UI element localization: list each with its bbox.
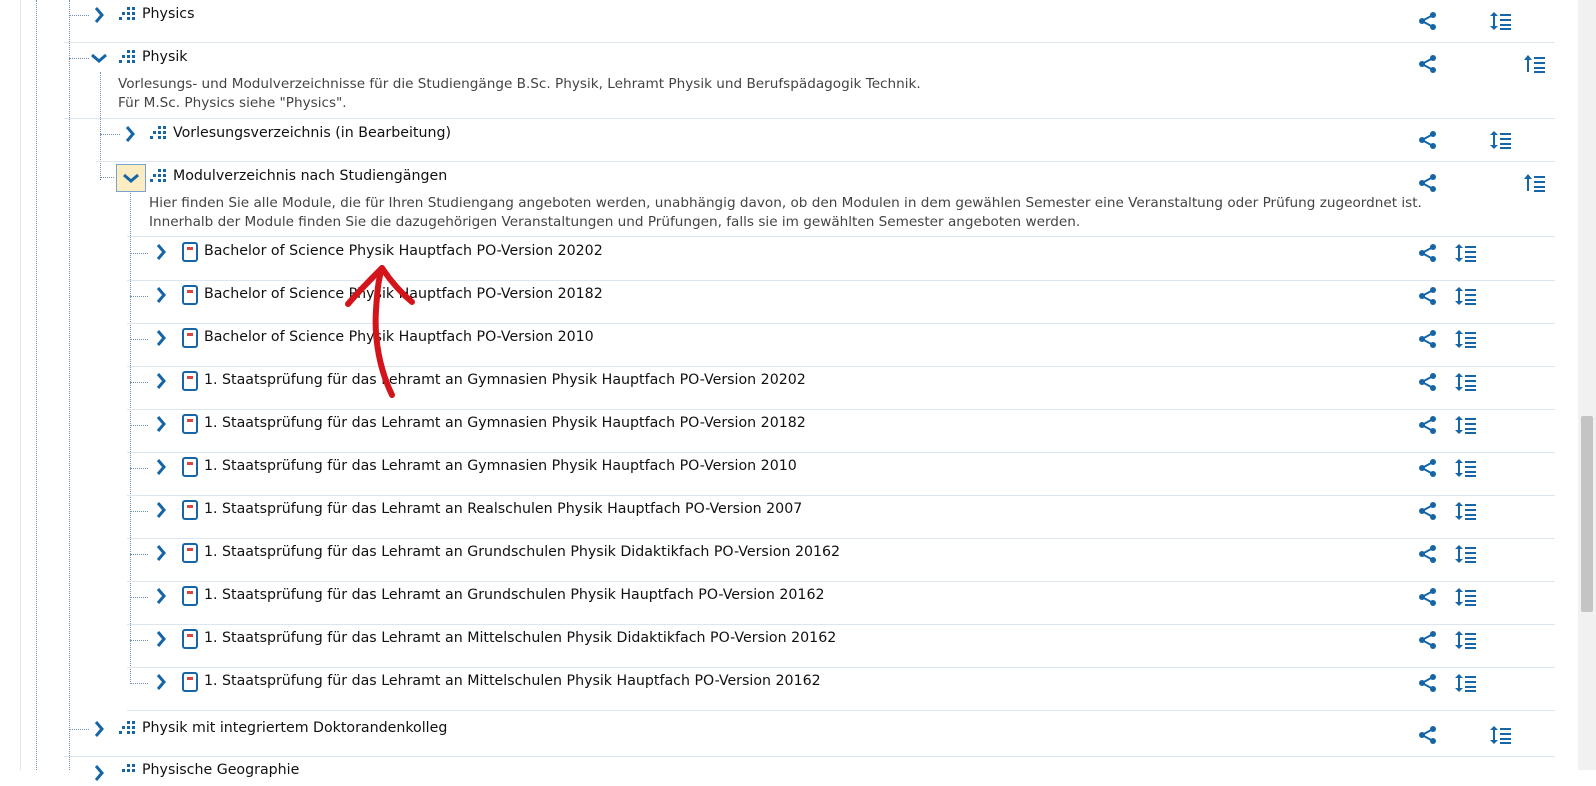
- share-icon: [1418, 415, 1438, 435]
- tree-node-label[interactable]: 1. Staatsprüfung für das Lehramt an Mittelschulen Physik Didaktikfach PO-Version 20162: [204, 630, 837, 646]
- expand-all-icon: [1455, 587, 1477, 607]
- collapse-all-icon: [1524, 173, 1546, 193]
- share-button[interactable]: [1415, 283, 1441, 309]
- tree-node-label[interactable]: Bachelor of Science Physik Hauptfach PO-Version 2010: [204, 329, 594, 345]
- chevron-right-icon: [156, 674, 166, 690]
- chevron-right-icon: [156, 416, 166, 432]
- share-icon: [1418, 173, 1438, 193]
- tree-node-label[interactable]: Physik: [142, 49, 188, 65]
- expand-all-button[interactable]: [1453, 627, 1479, 653]
- expand-all-button[interactable]: [1453, 283, 1479, 309]
- expand-all-icon: [1455, 415, 1477, 435]
- share-button[interactable]: [1415, 412, 1441, 438]
- expand-all-button[interactable]: [1453, 326, 1479, 352]
- scrollbar-thumb[interactable]: [1581, 416, 1593, 612]
- row-separator: [64, 118, 1555, 119]
- row-separator: [127, 667, 1555, 668]
- row-separator: [96, 161, 1555, 162]
- expand-toggle[interactable]: [86, 760, 112, 786]
- collapse-all-button[interactable]: [1522, 170, 1548, 196]
- row-separator: [127, 495, 1555, 496]
- chevron-right-icon: [125, 126, 135, 142]
- tree-node-label[interactable]: Modulverzeichnis nach Studiengängen: [173, 168, 448, 184]
- collapse-toggle[interactable]: [86, 45, 112, 71]
- module-icon: [182, 414, 202, 434]
- share-button[interactable]: [1415, 541, 1441, 567]
- tree-line-level1: [69, 0, 70, 770]
- tree-branch: [130, 468, 148, 469]
- share-icon: [1418, 372, 1438, 392]
- share-button[interactable]: [1415, 627, 1441, 653]
- module-icon: [182, 242, 202, 262]
- expand-all-icon: [1455, 372, 1477, 392]
- share-icon: [1418, 501, 1438, 521]
- expand-all-icon: [1455, 329, 1477, 349]
- node-description-line: Innerhalb der Module finden Sie die dazugehörigen Veranstaltungen und Prüfungen, falls sie im gewählten Semester angeboten werden.: [149, 214, 1081, 230]
- share-icon: [1418, 243, 1438, 263]
- tree-node-label[interactable]: Physik mit integriertem Doktorandenkolleg: [142, 720, 448, 736]
- tree-node-label[interactable]: 1. Staatsprüfung für das Lehramt an Mittelschulen Physik Hauptfach PO-Version 20162: [204, 673, 821, 689]
- chevron-right-icon: [156, 244, 166, 260]
- tree-node-label[interactable]: 1. Staatsprüfung für das Lehramt an Gymnasien Physik Hauptfach PO-Version 20202: [204, 372, 806, 388]
- chevron-right-icon: [94, 721, 104, 737]
- collapse-toggle[interactable]: [116, 164, 146, 192]
- expand-all-button[interactable]: [1488, 127, 1514, 153]
- share-icon: [1418, 329, 1438, 349]
- expand-all-icon: [1455, 630, 1477, 650]
- tree-branch: [130, 597, 148, 598]
- tree-branch: [130, 296, 148, 297]
- expand-all-icon: [1455, 286, 1477, 306]
- expand-all-icon: [1490, 725, 1512, 745]
- expand-all-button[interactable]: [1453, 369, 1479, 395]
- tree-line-level0: [36, 0, 37, 770]
- node-description-line: Vorlesungs- und Modulverzeichnisse für die Studiengänge B.Sc. Physik, Lehramt Physik und Berufspädagogik Technik.: [118, 76, 921, 92]
- folder-grid-icon: [149, 124, 169, 144]
- chevron-right-icon: [156, 373, 166, 389]
- chevron-right-icon: [156, 545, 166, 561]
- share-button[interactable]: [1415, 584, 1441, 610]
- chevron-down-icon: [123, 173, 139, 183]
- share-button[interactable]: [1415, 670, 1441, 696]
- expand-all-icon: [1455, 673, 1477, 693]
- node-description-line: Hier finden Sie alle Module, die für Ihren Studiengang angeboten werden, unabhängig davon, ob den Modulen in dem gewählen Semester eine Veranstaltung oder Prüfung zugeordnet ist.: [149, 195, 1422, 211]
- share-button[interactable]: [1415, 326, 1441, 352]
- share-button[interactable]: [1415, 498, 1441, 524]
- expand-toggle[interactable]: [117, 121, 143, 147]
- expand-all-icon: [1490, 130, 1512, 150]
- share-icon: [1418, 544, 1438, 564]
- expand-all-icon: [1490, 11, 1512, 31]
- tree-node-label[interactable]: 1. Staatsprüfung für das Lehramt an Gymnasien Physik Hauptfach PO-Version 20182: [204, 415, 806, 431]
- expand-toggle[interactable]: [148, 626, 174, 652]
- share-button[interactable]: [1415, 51, 1441, 77]
- share-button[interactable]: [1415, 127, 1441, 153]
- expand-all-button[interactable]: [1488, 8, 1514, 34]
- expand-toggle[interactable]: [148, 282, 174, 308]
- node-description-line: Für M.Sc. Physics siehe "Physics".: [118, 95, 347, 111]
- chevron-right-icon: [94, 765, 104, 781]
- share-icon: [1418, 130, 1438, 150]
- expand-toggle[interactable]: [148, 454, 174, 480]
- tree-branch: [100, 177, 114, 178]
- chevron-right-icon: [156, 588, 166, 604]
- module-icon: [182, 543, 202, 563]
- expand-all-button[interactable]: [1453, 541, 1479, 567]
- share-icon: [1418, 11, 1438, 31]
- share-button[interactable]: [1415, 455, 1441, 481]
- row-separator: [127, 409, 1555, 410]
- expand-all-button[interactable]: [1453, 240, 1479, 266]
- tree-node-label[interactable]: Bachelor of Science Physik Hauptfach PO-Version 20182: [204, 286, 603, 302]
- share-button[interactable]: [1415, 722, 1441, 748]
- expand-all-button[interactable]: [1453, 584, 1479, 610]
- expand-toggle[interactable]: [148, 239, 174, 265]
- expand-all-icon: [1455, 243, 1477, 263]
- vertical-scrollbar[interactable]: [1578, 0, 1596, 770]
- tree-node-label[interactable]: 1. Staatsprüfung für das Lehramt an Grundschulen Physik Didaktikfach PO-Version 20162: [204, 544, 841, 560]
- expand-all-button[interactable]: [1453, 498, 1479, 524]
- tree-node-label[interactable]: 1. Staatsprüfung für das Lehramt an Gymnasien Physik Hauptfach PO-Version 2010: [204, 458, 797, 474]
- expand-toggle[interactable]: [148, 669, 174, 695]
- row-separator: [127, 710, 1555, 711]
- tree-node-label[interactable]: Vorlesungsverzeichnis (in Bearbeitung): [173, 125, 451, 141]
- row-separator: [127, 624, 1555, 625]
- module-icon: [182, 328, 202, 348]
- row-separator: [127, 236, 1555, 237]
- share-button[interactable]: [1415, 369, 1441, 395]
- share-icon: [1418, 286, 1438, 306]
- share-button[interactable]: [1415, 170, 1441, 196]
- chevron-right-icon: [94, 7, 104, 23]
- tree-branch: [130, 683, 148, 684]
- share-icon: [1418, 587, 1438, 607]
- chevron-right-icon: [156, 631, 166, 647]
- expand-toggle[interactable]: [148, 540, 174, 566]
- tree-node-label[interactable]: 1. Staatsprüfung für das Lehramt an Realschulen Physik Hauptfach PO-Version 2007: [204, 501, 803, 517]
- expand-all-button[interactable]: [1453, 412, 1479, 438]
- module-icon: [182, 629, 202, 649]
- expand-all-icon: [1455, 544, 1477, 564]
- expand-all-icon: [1455, 458, 1477, 478]
- chevron-right-icon: [156, 502, 166, 518]
- tree-node-label[interactable]: Bachelor of Science Physik Hauptfach PO-Version 20202: [204, 243, 603, 259]
- tree-branch: [130, 640, 148, 641]
- tree-line-level3: [130, 190, 131, 684]
- chevron-down-icon: [91, 53, 107, 63]
- expand-all-button[interactable]: [1453, 670, 1479, 696]
- expand-toggle[interactable]: [86, 2, 112, 28]
- collapse-all-icon: [1524, 54, 1546, 74]
- chevron-right-icon: [156, 459, 166, 475]
- tree-line-level2: [100, 72, 101, 180]
- tree-branch: [130, 382, 148, 383]
- tree-branch: [130, 339, 148, 340]
- share-icon: [1418, 673, 1438, 693]
- module-icon: [182, 672, 202, 692]
- share-icon: [1418, 54, 1438, 74]
- row-separator: [127, 581, 1555, 582]
- folder-grid-icon: [118, 48, 138, 68]
- folder-grid-icon: [118, 719, 138, 739]
- tree-node-label[interactable]: 1. Staatsprüfung für das Lehramt an Grundschulen Physik Hauptfach PO-Version 20162: [204, 587, 825, 603]
- expand-toggle[interactable]: [148, 583, 174, 609]
- module-icon: [182, 285, 202, 305]
- row-separator: [64, 42, 1555, 43]
- folder-grid-icon: [149, 167, 169, 187]
- tree-branch: [130, 554, 148, 555]
- expand-all-icon: [1455, 501, 1477, 521]
- tree-branch: [130, 511, 148, 512]
- folder-grid-icon: [118, 762, 138, 782]
- collapse-all-button[interactable]: [1522, 51, 1548, 77]
- row-separator: [127, 538, 1555, 539]
- chevron-right-icon: [156, 330, 166, 346]
- share-icon: [1418, 630, 1438, 650]
- module-icon: [182, 371, 202, 391]
- expand-toggle[interactable]: [148, 368, 174, 394]
- tree-branch: [130, 253, 148, 254]
- expand-toggle[interactable]: [148, 411, 174, 437]
- chevron-right-icon: [156, 287, 166, 303]
- module-icon: [182, 500, 202, 520]
- row-separator: [127, 280, 1555, 281]
- expand-all-button[interactable]: [1453, 455, 1479, 481]
- expand-all-button[interactable]: [1488, 722, 1514, 748]
- row-separator: [127, 452, 1555, 453]
- row-separator: [64, 756, 1555, 757]
- row-separator: [127, 323, 1555, 324]
- share-icon: [1418, 458, 1438, 478]
- module-icon: [182, 586, 202, 606]
- row-separator: [127, 366, 1555, 367]
- tree-node-label[interactable]: Physische Geographie: [142, 762, 300, 778]
- folder-grid-icon: [118, 5, 138, 25]
- content-left-border: [20, 0, 21, 770]
- tree-node-label[interactable]: Physics: [142, 6, 195, 22]
- expand-toggle[interactable]: [148, 325, 174, 351]
- expand-toggle[interactable]: [148, 497, 174, 523]
- tree-branch: [130, 425, 148, 426]
- share-button[interactable]: [1415, 8, 1441, 34]
- share-icon: [1418, 725, 1438, 745]
- share-button[interactable]: [1415, 240, 1441, 266]
- module-icon: [182, 457, 202, 477]
- expand-toggle[interactable]: [86, 716, 112, 742]
